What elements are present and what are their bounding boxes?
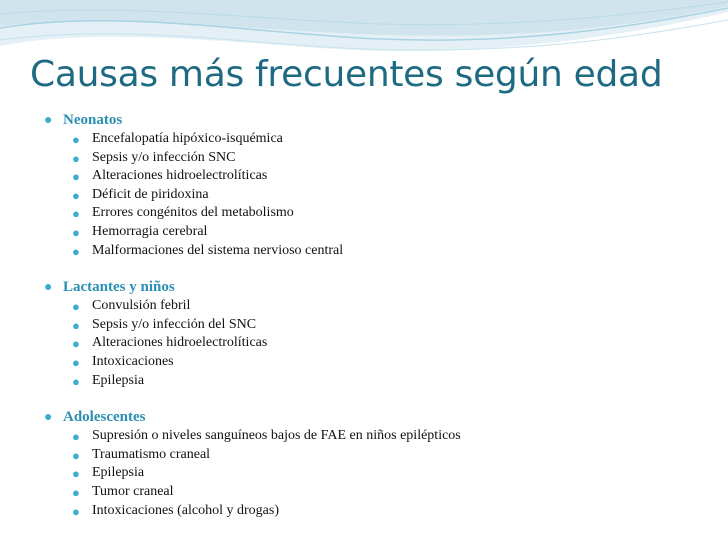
list-item xyxy=(44,373,714,392)
bullet-icon: ● xyxy=(44,410,53,426)
list-item-text: Hemorragia cerebral xyxy=(92,223,208,239)
list-item-text: Intoxicaciones xyxy=(92,353,174,369)
list-item xyxy=(44,465,714,484)
bullet-icon: ● xyxy=(72,317,80,333)
cause-list xyxy=(44,428,714,521)
list-item xyxy=(44,168,714,187)
section-neonatos xyxy=(44,112,714,261)
section-heading-row xyxy=(44,112,714,131)
list-item xyxy=(44,354,714,373)
list-item xyxy=(44,447,714,466)
list-item xyxy=(44,428,714,447)
list-item-text: Encefalopatía hipóxico-isquémica xyxy=(92,131,283,146)
bullet-icon: ● xyxy=(72,354,80,370)
list-item-text: Alteraciones hidroelectrolíticas xyxy=(92,335,268,351)
bullet-icon: ● xyxy=(44,280,53,296)
list-item xyxy=(44,335,714,354)
section-heading-row xyxy=(44,279,714,298)
list-item-text: Déficit de piridoxina xyxy=(92,186,209,202)
bullet-icon: ● xyxy=(72,132,80,147)
list-item-text: Convulsión febril xyxy=(92,298,191,314)
list-item xyxy=(44,224,714,243)
list-item-text: Epilepsia xyxy=(92,372,145,388)
bullet-icon: ● xyxy=(72,373,80,389)
bullet-icon: ● xyxy=(72,336,80,352)
list-item-text: Alteraciones hidroelectrolíticas xyxy=(92,168,268,184)
cause-list xyxy=(44,298,714,391)
list-item-text: Epilepsia xyxy=(92,465,145,481)
bullet-icon: ● xyxy=(72,169,80,185)
section-heading: Adolescentes xyxy=(63,409,146,426)
slide-content xyxy=(44,112,714,521)
bullet-icon: ● xyxy=(72,447,80,463)
bullet-icon: ● xyxy=(72,299,80,315)
cause-list xyxy=(44,131,714,261)
section-adolescentes xyxy=(44,409,714,521)
list-item xyxy=(44,205,714,224)
slide-title: Causas más frecuentes según edad xyxy=(30,54,663,95)
list-item xyxy=(44,131,714,150)
list-item-text: Supresión o niveles sanguíneos bajos de FAE en niños epilépticos xyxy=(92,428,461,444)
bullet-icon: ● xyxy=(44,113,53,128)
list-item xyxy=(44,503,714,522)
section-lactantes-y-ninos xyxy=(44,279,714,391)
bullet-icon: ● xyxy=(72,187,80,203)
bullet-icon: ● xyxy=(72,243,80,259)
list-item-text: Traumatismo craneal xyxy=(92,446,211,462)
bullet-icon: ● xyxy=(72,429,80,445)
list-item-text: Tumor craneal xyxy=(92,483,174,499)
list-item xyxy=(44,243,714,262)
bullet-icon: ● xyxy=(72,150,80,166)
bullet-icon: ● xyxy=(72,484,80,500)
list-item xyxy=(44,187,714,206)
section-heading-row xyxy=(44,409,714,428)
list-item-text: Sepsis y/o infección del SNC xyxy=(92,316,257,332)
section-heading: Lactantes y niños xyxy=(63,279,175,296)
list-item-text: Malformaciones del sistema nervioso central xyxy=(92,242,344,258)
bullet-icon: ● xyxy=(72,224,80,240)
list-item xyxy=(44,298,714,317)
section-heading: Neonatos xyxy=(63,112,123,128)
bullet-icon: ● xyxy=(72,466,80,482)
list-item xyxy=(44,150,714,169)
bullet-icon: ● xyxy=(72,206,80,222)
list-item-text: Sepsis y/o infección SNC xyxy=(92,149,236,165)
list-item xyxy=(44,484,714,503)
list-item-text: Errores congénitos del metabolismo xyxy=(92,205,294,221)
bullet-icon: ● xyxy=(72,503,80,519)
list-item-text: Intoxicaciones (alcohol y drogas) xyxy=(92,502,279,518)
list-item xyxy=(44,317,714,336)
